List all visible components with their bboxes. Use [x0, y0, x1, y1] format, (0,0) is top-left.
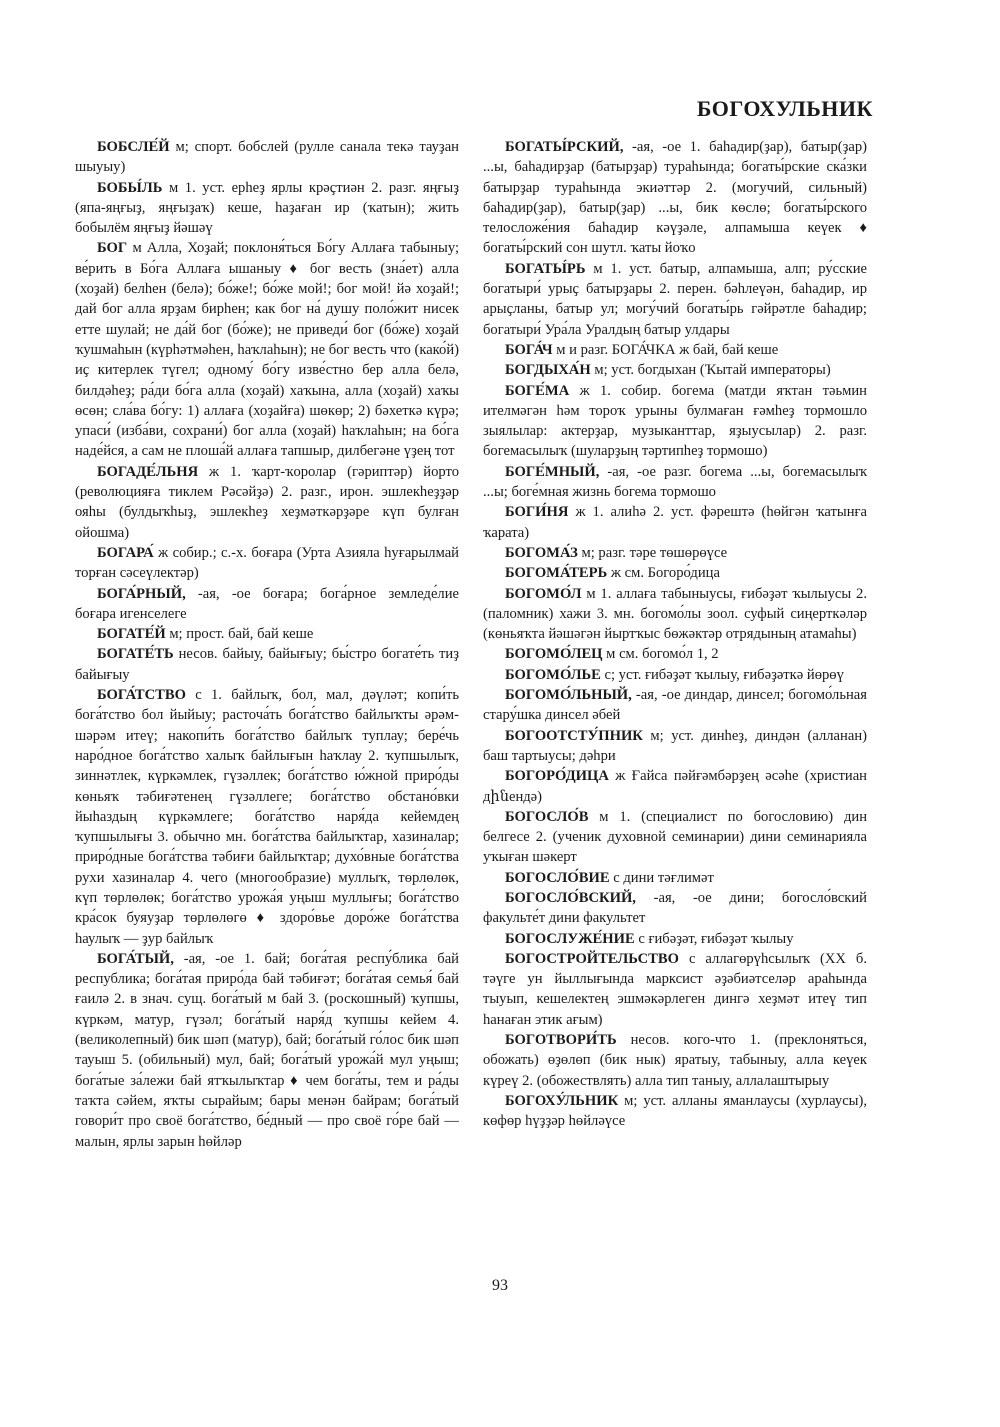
- entry-headword: БОГОСТРОЙТЕЛЬСТВО: [505, 950, 679, 967]
- entry-headword: БОГОМО́ЛЬЕ: [505, 666, 601, 683]
- dictionary-entry: [483, 888, 867, 929]
- dictionary-entry: [483, 665, 867, 685]
- entry-definition: ж 1. собир. богема (матди яҡтан тәьмин ителмәгән һәм тороҡ урыны булмаған ғәмһеҙ тормошло зыялылар: актерҙар, музыканттар, яҙыусылар) 2. разг. богемасылыҡ (шуларҙың тәртипһеҙ тормошо): [483, 382, 867, 460]
- dictionary-entry: [483, 685, 867, 726]
- dictionary-entry: [75, 624, 459, 644]
- entry-definition: -ая, -ое диндар, динсел; богомо́льная стару́шка динсел әбей: [483, 687, 867, 724]
- dictionary-entry: [483, 644, 867, 664]
- entry-definition: -ая, -ое разг. богема ...ы, богемасылыҡ ...ы; боге́мная жизнь богема тормошо: [483, 463, 867, 501]
- entry-headword: БОГОСЛО́ВСКИЙ,: [505, 889, 636, 906]
- dictionary-entry: [483, 137, 867, 259]
- entry-headword: БОГЕ́МНЫЙ,: [505, 463, 600, 480]
- entry-definition: ж 1. ҡарт-ҡоролар (гәриптәр) йорто (революцияға тиклем Рәсәйҙә) 2. разг., ирон. эшлекһеҙҙәр ояһы (булдыҡһыҙ, эшлекһеҙ хеҙмәткәрҙәре күп булған ойошма): [75, 463, 459, 541]
- entry-definition: м и разг. БОГА́ЧКА ж бай, бай кеше: [552, 341, 779, 358]
- dictionary-entry: [75, 685, 459, 949]
- dictionary-entry: [483, 381, 867, 462]
- dictionary-entry: [75, 543, 459, 584]
- entry-definition: м; уст. алланы яманлаусы (хурлаусы), көфөр һүҙҙәр һөйләүсе: [483, 1092, 867, 1130]
- entry-headword: БОГОСЛО́В: [505, 808, 589, 825]
- entry-headword: БОГОСЛО́ВИЕ: [505, 869, 610, 886]
- dictionary-entry: [483, 726, 867, 767]
- entry-headword: БОГОХУ́ЛЬНИК: [505, 1092, 619, 1109]
- entry-headword: БОГОРО́ДИЦА: [505, 768, 609, 785]
- entry-definition: с ғибәҙәт, ғибәҙәт ҡылыу: [634, 930, 794, 947]
- dictionary-entry: [483, 766, 867, 807]
- entry-definition: ж см. Богоро́дица: [607, 565, 720, 582]
- entry-definition: м; уст. динһеҙ, диндән (алланан) баш тартыусы; дәһри: [483, 727, 867, 764]
- dictionary-entry: [483, 807, 867, 868]
- entry-definition: -ая, -ое дини; богосло́вский факульте́т дини факультет: [483, 889, 867, 927]
- entry-definition: с 1. байлыҡ, бол, мал, дәүләт; копи́ть бога́тство бол йыйыу; расточа́ть бога́тство байлыҡты әрәм-шәрәм итеү; накопи́ть бога́тство байлыҡ туплау; бере́чь наро́дное бога́тство халыҡ байлығын һаҡлау 2. ҡупшылыҡ, зиннәтлек, күркәмлек, гүзәллек; бога́тство ю́жной приро́ды көньяҡ тәбиғәтенең гүзәллеге; бога́тство обстано́вки йыһаздың күркәмлеге; бога́тство наря́да кейемдең ҡупшылығы 3. обычно мн. бога́тства байлыҡтар, хазиналар; приро́дные бога́тства тәбиғи байлыҡтар; духо́вные бога́тства рухи хазиналар 4. чего (многообразие) муллыҡ, төрлөлөк, күп төрлөлөк; бога́тство урожа́я уңыш муллығы; бога́тство кра́сок буяуҙар төрлөлөгө ♦ здоро́вье доро́же бога́тства һаулыҡ — ҙур байлыҡ: [75, 687, 459, 947]
- entry-headword: БОГОМО́ЛЕЦ: [505, 646, 603, 663]
- dictionary-entry: [483, 1030, 867, 1091]
- dictionary-entry: [483, 868, 867, 888]
- dictionary-entry: [483, 259, 867, 340]
- dictionary-entry: [75, 137, 459, 178]
- entry-definition: -ая, -ое 1. бай; бога́тая респу́блика бай республика; бога́тая приро́да бай тәбиғәт; бога́тая семья́ бай ғаилә 2. в знач. сущ. бога́тый м бай 3. (роскошный) ҡупшы, күркәм, матур, гүзәл; бога́тый наря́д ҡупшы кейем 4. (великолепный) бик шәп (матур), бай; бога́тый го́лос бик шәп тауыш 5. (обильный) мул, бай; бога́тый урожа́й мул уңыш; бога́тые за́лежи бай ятҡылыҡтар ♦ чем бога́ты, тем и ра́ды таҡта сәйем, яҡты сырайым; бары менән байрам; бога́тый говори́т про своё бога́тство, бе́дный — про своё го́ре бай — малын, ярлы зарын һөйләр: [75, 950, 459, 1150]
- entry-headword: БОГОСЛУЖЕ́НИЕ: [505, 930, 635, 947]
- entry-definition: м 1. (специалист по богословию) дин белгесе 2. (ученик духовной семинарии) дини семинарияла уҡыған шәкерт: [483, 808, 867, 866]
- entry-definition: с; уст. ғибәҙәт ҡылыу, ғибәҙәткә йөрөү: [600, 666, 844, 683]
- entry-definition: с дини тәғлимәт: [609, 869, 714, 886]
- entry-headword: БОГА́ТЫЙ,: [97, 950, 174, 967]
- dictionary-entry: [483, 360, 867, 380]
- entry-headword: БОГЕ́МА: [505, 382, 570, 399]
- entry-headword: БОГАТЕ́Й: [97, 626, 166, 643]
- entry-definition: м 1. уст. ерһеҙ ярлы крәҫтиән 2. разг. яңғыҙ (япа-яңғыҙ, яңғыҙаҡ) кеше, һаҙаған ир (ҡатын); жить бобылём яңғыҙ йәшәү: [75, 179, 459, 237]
- page-number: 93: [492, 1277, 508, 1294]
- entry-definition: м; прост. бай, бай кеше: [165, 626, 314, 643]
- dictionary-entry: [75, 644, 459, 685]
- entry-definition: ж 1. алиһә 2. уст. фәрештә (һөйгән ҡатынға ҡарата): [483, 504, 867, 541]
- entry-definition: м см. богомо́л 1, 2: [602, 646, 719, 663]
- dictionary-entry: [483, 584, 867, 645]
- dictionary-entry: [75, 178, 459, 239]
- dictionary-entry: [483, 949, 867, 1030]
- dictionary-entry: [483, 462, 867, 503]
- dictionary-entry: [75, 584, 459, 625]
- entry-headword: БОБЫ́ЛЬ: [97, 179, 163, 196]
- entry-headword: БОГАДЕ́ЛЬНЯ: [97, 463, 199, 480]
- entry-definition: м 1. аллаға табыныусы, ғибәҙәт ҡылыусы 2. (паломник) хажи 3. мн. богомо́лы зоол. суфый сиңерткәләр (көньяҡта йәшәгән йыртҡыс бөжәктәр отрядының атамаһы): [483, 585, 867, 643]
- entry-headword: БОГОМО́Л: [505, 585, 582, 602]
- right-column: [483, 137, 867, 1132]
- entry-definition: с аллагөрүһсылыҡ (XX б. тәүге ун йыллығында марксист әҙәбиәтселәр араһында тыуып, кешелектең эшмәкәрлеген дингә хеҙмәт итеү тип һанаған этик ағым): [483, 950, 867, 1028]
- entry-headword: БОГА́ТСТВО: [97, 687, 186, 704]
- entry-definition: м; спорт. бобслей (рулле санала текә тауҙан шыуыу): [75, 139, 459, 176]
- dictionary-entry: [483, 1091, 867, 1132]
- entry-definition: -ая, -ое боғара; бога́рное земледе́лие боғара игенселеге: [75, 585, 459, 622]
- entry-headword: БОГА́РНЫЙ,: [97, 585, 186, 602]
- dictionary-entry: [75, 238, 459, 461]
- entry-definition: несов. байыу, байығыу; бы́стро богате́ть тиҙ байығыу: [75, 646, 459, 683]
- page-header: БОГОХУЛЬНИК: [696, 96, 873, 121]
- entry-headword: БОГОМО́ЛЬНЫЙ,: [505, 687, 632, 704]
- entry-headword: БОГАРА́: [97, 544, 154, 561]
- entry-headword: БОГИ́НЯ: [505, 504, 569, 521]
- entry-headword: БОГООТСТУ́ПНИК: [505, 727, 643, 744]
- entry-definition: м Алла, Хоҙай; поклоня́ться Бо́гу Аллаға табыныу; ве́рить в Бо́га Аллаға ышаныу ♦ бог весть (зна́ет) алла (хоҙай) белһен (белә); бо́же!; бо́же мой!; бог мой! йә хоҙай!; дай бог алла ярҙам бирһен; как бог на́ душу поло́жит нисек етте шулай; не да́й бог (бо́же); не приведи́ бог (бо́же) хоҙай ҡушмаһын (күрһәтмәһен, һаҡлаһын); не бог весть что (како́й) иҫ китерлек түгел; одному́ бо́гу изве́стно бер алла белә, билдәһеҙ; ра́ди бо́га алла (хоҙай) хаҡына, алла (хоҙай) хаҡы өсөн; сла́ва бо́гу: 1) аллаға (хоҙайға) шөкөр; 2) бәхеткә күрә; упаси́ (изба́ви, сохрани́) бог алла (хоҙай) һаҡлаһын; на бо́га наде́йся, а сам не плоша́й аллаға тапшыр, дилбегәне үҙең тот: [75, 240, 459, 460]
- dictionary-entry: [483, 543, 867, 563]
- entry-headword: БОГ: [97, 240, 128, 257]
- dictionary-entry: [483, 502, 867, 543]
- dictionary-entry: [483, 563, 867, 583]
- entry-headword: БОГАТЕ́ТЬ: [97, 646, 174, 663]
- entry-headword: БОГОТВОРИ́ТЬ: [505, 1032, 617, 1049]
- dictionary-entry: [75, 462, 459, 543]
- entry-definition: несов. кого-что 1. (преклоняться, обожать) өҙөлөп (бик нык) яратыу, табыныу, алла кеүек күреү 2. (обожествлять) алла тип таныу, аллалаштырыу: [483, 1032, 867, 1089]
- entry-definition: ж собир.; с.-х. боғара (Урта Азияла һуғарылмай торған сәсеүлектәр): [75, 544, 459, 582]
- left-column: [75, 137, 459, 1152]
- entry-headword: БОГАТЫ́РСКИЙ,: [505, 139, 624, 155]
- entry-headword: БОГОМА́З: [505, 544, 578, 561]
- entry-definition: м 1. уст. батыр, алпамыша, алп; ру́сские богатыри́ урыҫ батырҙары 2. перен. бәһлеүән, баһадир, ир арыҫланы, батыр ул; могу́чий богаты́рь гәйрәтле баһадир; богатыри́ Ура́ла Уралдың батыр улдары: [483, 260, 867, 338]
- entry-headword: БОГА́Ч: [505, 341, 553, 358]
- dictionary-entry: [483, 340, 867, 360]
- entry-headword: БОГДЫХА́Н: [505, 362, 591, 379]
- entry-headword: БОГАТЫ́РЬ: [505, 260, 586, 277]
- dictionary-entry: [75, 949, 459, 1152]
- entry-definition: м; уст. богдыхан (Ҡытай императоры): [590, 362, 831, 379]
- entry-headword: БОГОМА́ТЕРЬ: [505, 565, 608, 582]
- entry-definition: ж Ғайса пәйғәмбәрҙең әсәһе (христиан дինендә): [483, 768, 867, 805]
- entry-definition: -ая, -ое 1. баһадир(ҙар), батыр(ҙар) ...ы, баһадирҙар (батырҙар) тураһында; богаты́рские ска́зки батырҙар тураһында экиәттәр 2. (могучий, сильный) баһадир(ҙар), батыр(ҙар) ...ы, бик көслө; богаты́рского телосложе́ния баһадир кәүҙәле, алпамыша кеүек ♦ богаты́рский сон шутл. ҡаты йоҡо: [483, 139, 867, 257]
- entry-headword: БОБСЛЕ́Й: [97, 139, 170, 155]
- dictionary-entry: [483, 929, 867, 949]
- entry-definition: м; разг. тәре төшөрөүсе: [577, 544, 728, 561]
